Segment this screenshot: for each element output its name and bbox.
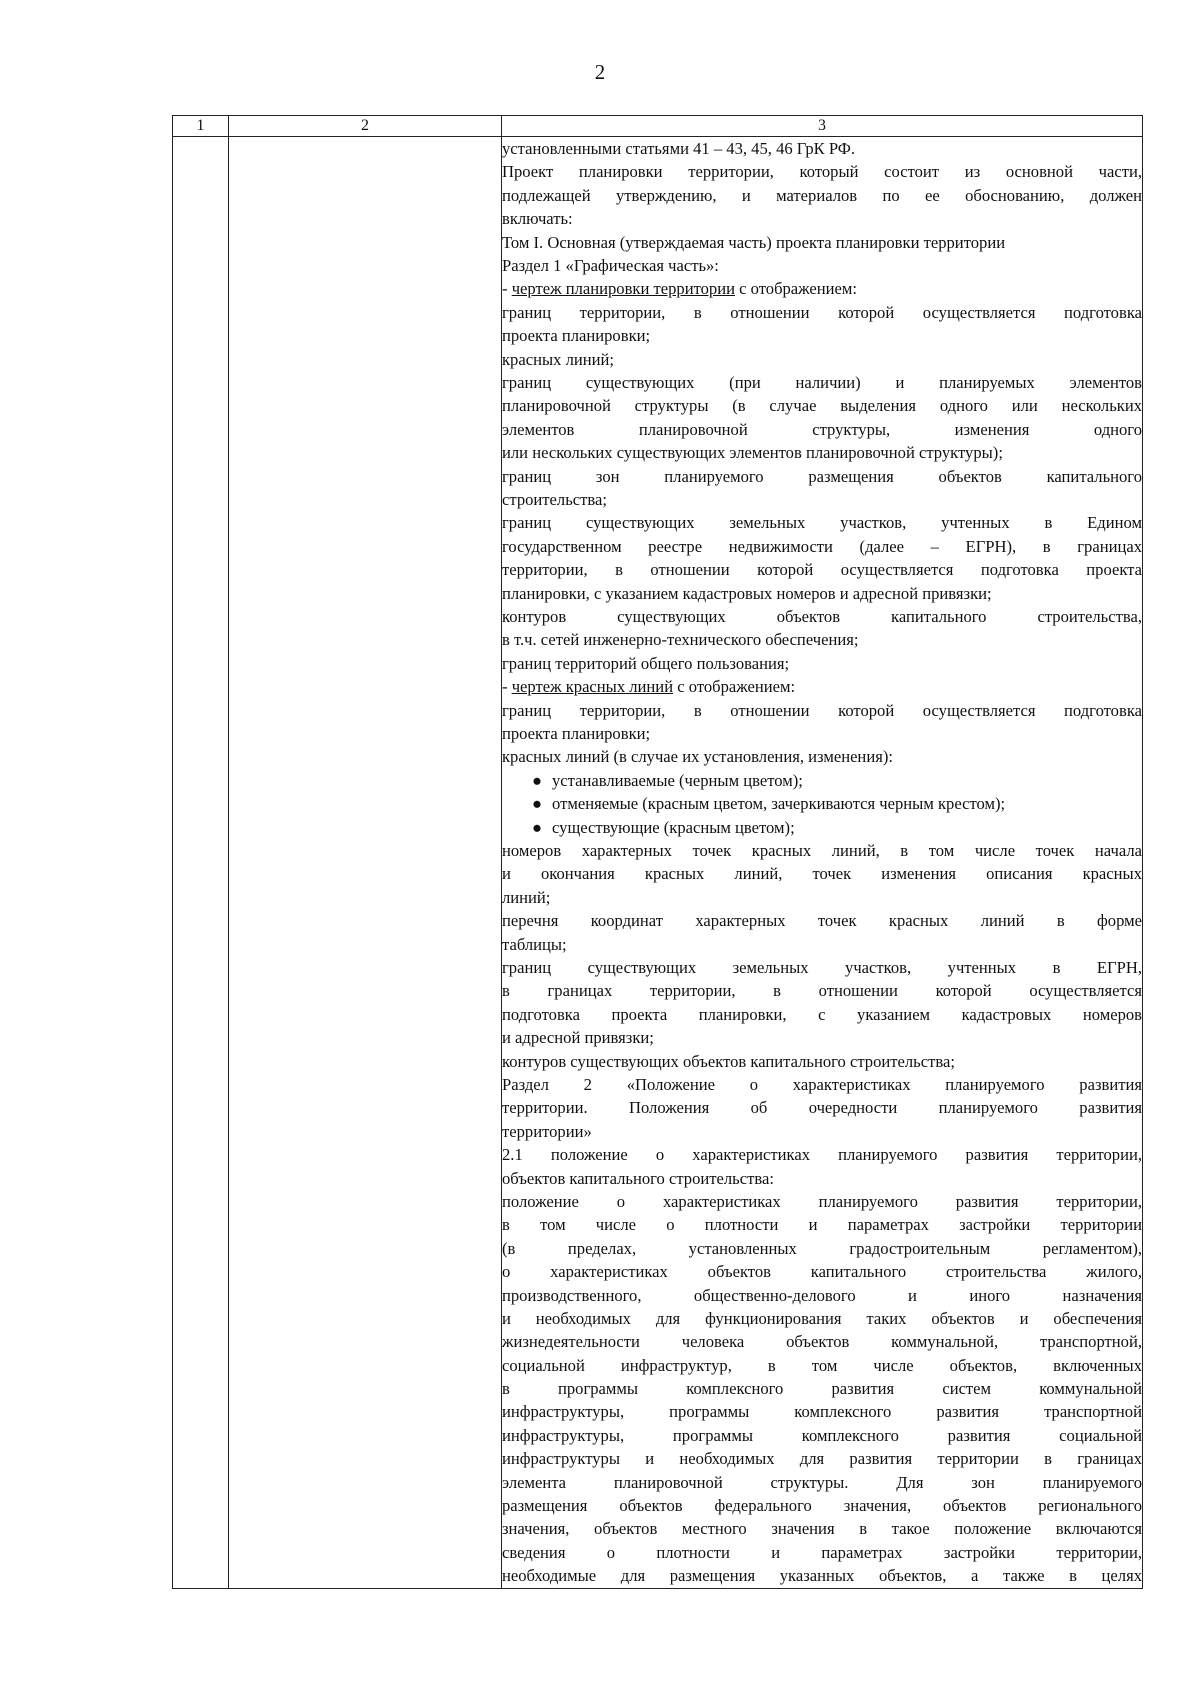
line-suffix: с отображением:: [673, 677, 796, 697]
text-line: сведения о плотности и параметрах застройки территории,: [502, 1542, 1142, 1562]
cell-col-1: [173, 137, 229, 1589]
text-line: подготовка проекта планировки, с указанием кадастровых номеров: [502, 1004, 1142, 1024]
bullet-text: устанавливаемые (черным цветом);: [552, 770, 803, 790]
text-line: планировки, с указанием кадастровых номеров и адресной привязки;: [502, 583, 992, 603]
text-line: подлежащей утверждению, и материалов по ее обоснованию, должен: [502, 185, 1142, 205]
text-line: контуров существующих объектов капитального строительства,: [502, 606, 1142, 626]
text-line: красных линий (в случае их установления, изменения):: [502, 747, 893, 767]
text-line: границ территории, в отношении которой осуществляется подготовка: [502, 700, 1142, 720]
column-header-1: 1: [173, 116, 229, 137]
bullet-text: существующие (красным цветом);: [552, 817, 795, 837]
bullet-dot-icon: ●: [532, 817, 543, 837]
text-line: или нескольких существующих элементов планировочной структуры);: [502, 443, 1003, 463]
text-line: установленными статьями 41 – 43, 45, 46 ГрК РФ.: [502, 139, 856, 158]
text-line: территории. Положения об очередности планируемого развития: [502, 1098, 1142, 1118]
text-line: о характеристиках объектов капитального строительства жилого,: [502, 1262, 1142, 1282]
text-line: проекта планировки;: [502, 723, 651, 743]
text-line: включать:: [502, 209, 573, 229]
text-line: объектов капитального строительства:: [502, 1168, 774, 1188]
cell-col-3-text: [502, 137, 1143, 1589]
text-line: элемента планировочной структуры. Для зон планируемого: [502, 1472, 1142, 1492]
column-header-2: 2: [229, 116, 502, 137]
bullet-item: [502, 769, 1142, 792]
page-number: 2: [594, 60, 606, 84]
text-line: необходимые для размещения указанных объектов, а также в целях: [502, 1566, 1142, 1586]
text-line: 2.1 положение о характеристиках планируемого развития территории,: [502, 1145, 1142, 1165]
bullet-item: [502, 792, 1142, 815]
text-line: границ существующих (при наличии) и планируемых элементов: [502, 373, 1142, 393]
text-line: социальной инфраструктур, в том числе объектов, включенных: [502, 1355, 1142, 1375]
underlined-term: чертеж красных линий: [511, 677, 674, 697]
cell-col-2: [229, 137, 502, 1589]
underlined-term: чертеж планировки территории: [511, 279, 735, 299]
text-line: положение о характеристиках планируемого развития территории,: [502, 1191, 1142, 1211]
content-table: [172, 115, 1143, 1589]
text-line: строительства;: [502, 489, 607, 509]
text-line: планировочной структуры (в случае выделения одного или нескольких: [502, 396, 1142, 416]
line-prefix: -: [502, 677, 512, 697]
text-line: [502, 675, 1142, 698]
text-line: контуров существующих объектов капитального строительства;: [502, 1051, 955, 1071]
text-line: жизнедеятельности человека объектов коммунальной, транспортной,: [502, 1332, 1142, 1352]
text-line: проекта планировки;: [502, 326, 651, 346]
bullet-item: [502, 816, 1142, 839]
text-line: Проект планировки территории, который состоит из основной части,: [502, 162, 1142, 182]
text-line: (в пределах, установленных градостроительным регламентом),: [502, 1238, 1142, 1258]
text-line: красных линий;: [502, 349, 614, 369]
text-line: территории»: [502, 1121, 592, 1141]
text-line: в программы комплексного развития систем коммунальной: [502, 1379, 1142, 1399]
table-row: [173, 137, 1143, 1589]
table-header-row: [173, 116, 1143, 137]
text-line: размещения объектов федерального значения, объектов регионального: [502, 1496, 1142, 1516]
bullet-dot-icon: ●: [532, 770, 543, 790]
text-line: инфраструктуры, программы комплексного развития социальной: [502, 1425, 1142, 1445]
text-line: границ существующих земельных участков, учтенных в Едином: [502, 513, 1142, 533]
text-line: границ территории, в отношении которой осуществляется подготовка: [502, 302, 1142, 322]
text-line: таблицы;: [502, 934, 567, 954]
text-line: в том числе о плотности и параметрах застройки территории: [502, 1215, 1142, 1235]
text-line: линий;: [502, 887, 551, 907]
text-line: Раздел 1 «Графическая часть»:: [502, 256, 719, 275]
text-line: производственного, общественно-делового и иного назначения: [502, 1285, 1142, 1305]
bullet-text: отменяемые (красным цветом, зачеркиваются черным крестом);: [552, 794, 1006, 814]
text-line: и необходимых для функционирования таких объектов и обеспечения: [502, 1308, 1142, 1328]
text-line: значения, объектов местного значения в такое положение включаются: [502, 1519, 1142, 1539]
text-line: границ существующих земельных участков, учтенных в ЕГРН,: [502, 957, 1142, 977]
text-line: государственном реестре недвижимости (далее – ЕГРН), в границах: [502, 536, 1142, 556]
column-header-3: 3: [502, 116, 1143, 137]
text-line: территории, в отношении которой осуществляется подготовка проекта: [502, 560, 1142, 580]
text-line: границ территорий общего пользования;: [502, 653, 790, 673]
text-line: инфраструктуры и необходимых для развития территории в границах: [502, 1449, 1142, 1469]
text-line: Том I. Основная (утверждаемая часть) проекта планировки территории: [502, 232, 1006, 252]
text-line: границ зон планируемого размещения объектов капитального: [502, 466, 1142, 486]
text-line: [502, 277, 1142, 300]
bullet-dot-icon: ●: [532, 794, 543, 814]
text-line: и окончания красных линий, точек изменения описания красных: [502, 864, 1142, 884]
text-line: перечня координат характерных точек красных линий в форме: [502, 911, 1142, 931]
text-line: инфраструктуры, программы комплексного развития транспортной: [502, 1402, 1142, 1422]
text-line: Раздел 2 «Положение о характеристиках планируемого развития: [502, 1074, 1142, 1094]
text-line: и адресной привязки;: [502, 1028, 654, 1048]
text-line: в границах территории, в отношении которой осуществляется: [502, 981, 1142, 1001]
text-line: элементов планировочной структуры, изменения одного: [502, 419, 1142, 439]
line-suffix: с отображением:: [735, 279, 858, 299]
text-line: номеров характерных точек красных линий, в том числе точек начала: [502, 841, 1142, 860]
line-prefix: -: [502, 279, 512, 299]
text-line: в т.ч. сетей инженерно-технического обеспечения;: [502, 630, 859, 650]
